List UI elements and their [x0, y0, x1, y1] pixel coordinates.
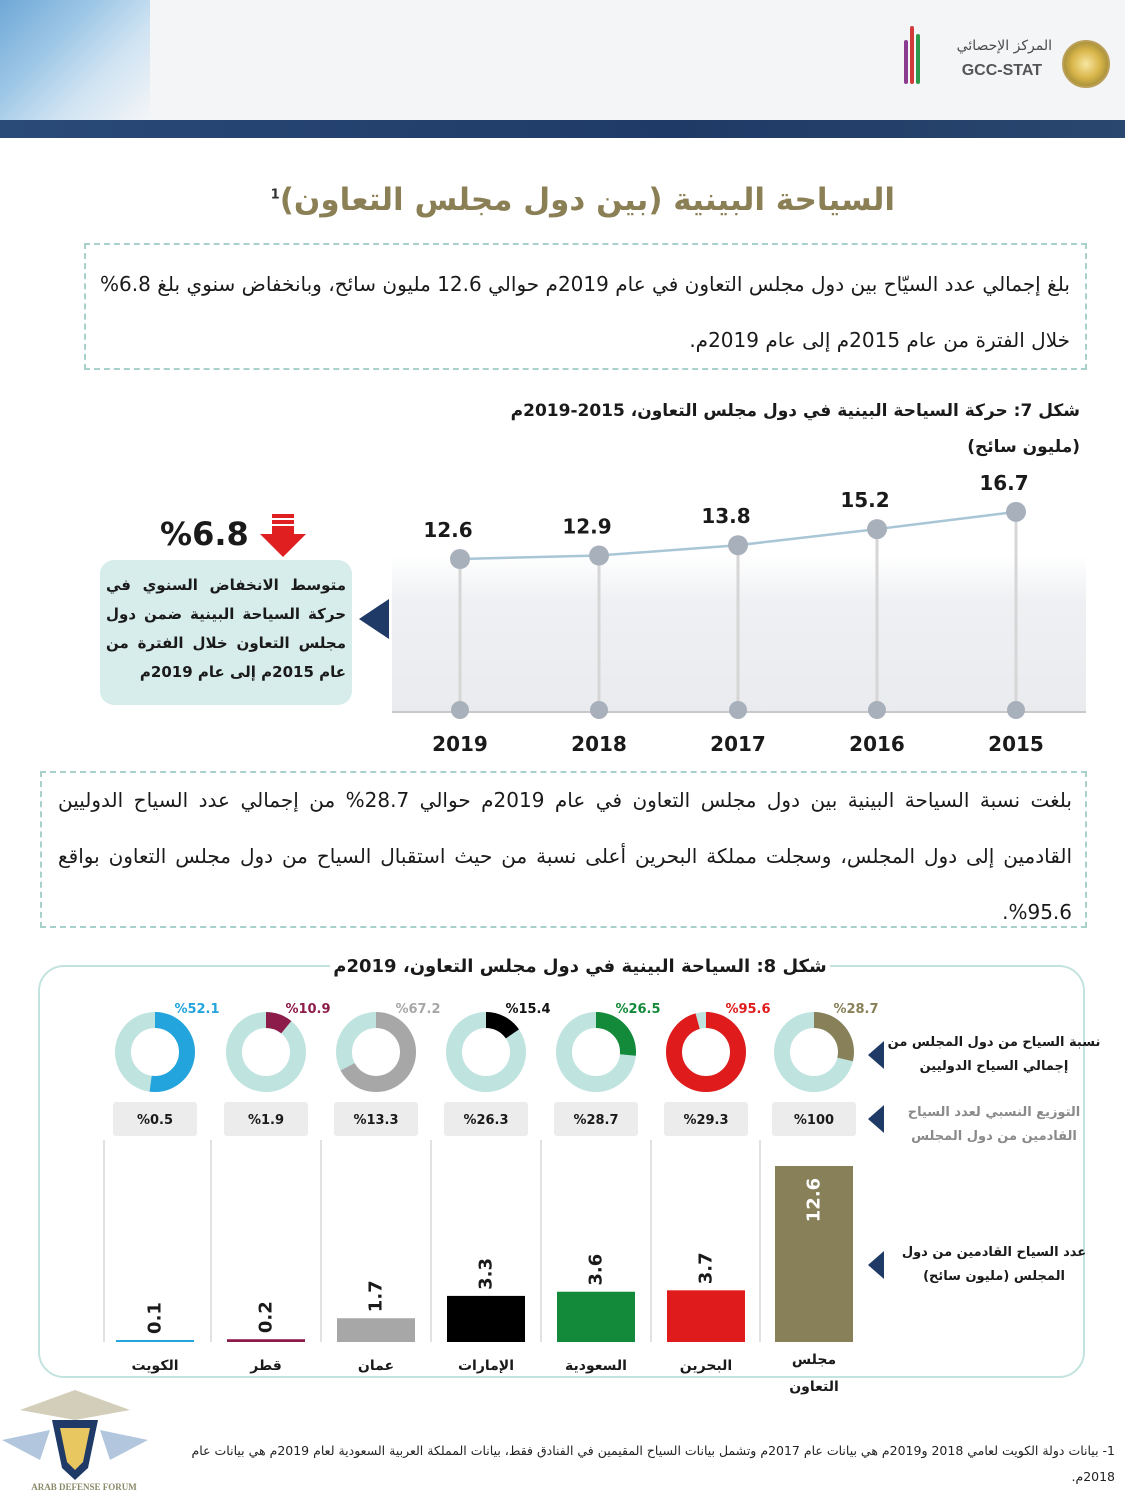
row-label-count: عدد السياح القادمين من دول المجلس (مليون سائح): [901, 1245, 1087, 1284]
figure7-data-label: 13.8: [701, 504, 751, 529]
figure8-value-label: 12.6: [803, 1177, 825, 1223]
figure8-share-label: %52.1: [174, 1002, 220, 1017]
figure8-bar: [447, 1296, 525, 1342]
figure8-bar: [227, 1339, 305, 1342]
figure8-category-label: عمان: [357, 1358, 395, 1374]
figure7-x-tick: 2015: [988, 732, 1044, 756]
figure8-bar: [337, 1318, 415, 1342]
middle-text: بلغت نسبة السياحة البينية بين دول مجلس التعاون في عام 2019م حوالي 28.7% من إجمالي عدد السياح الدوليين القادمين إلى دول المجلس، وسجلت مملكة البحرين أعلى نسبة من حيث استقبال السياح من دول مجلس التعاون بواقع 95.6%.: [58, 788, 1072, 924]
footnote: 1- بيانات دولة الكويت لعامي 2018 و2019م هي بيانات عام 2017م وتشمل بيانات السياح المقيمين في الفنادق فقط، بيانات المملكة العربية السعودية لعام 2019م هي بيانات عام 2018م.: [191, 1443, 1115, 1484]
footnote-mark: 1: [270, 187, 280, 203]
figure7-x-tick: 2016: [849, 732, 905, 756]
figure8-donut-track: [234, 1020, 298, 1084]
figure7-x-tick: 2019: [432, 732, 488, 756]
figure8-distribution-label: %26.3: [463, 1113, 509, 1128]
figure8-category-label: التعاون: [789, 1379, 839, 1395]
figure8-distribution-label: %28.7: [573, 1113, 619, 1128]
row-label-distribution: التوزيع النسبي لعدد السياح القادمين من دول المجلس: [907, 1105, 1081, 1144]
figure7-x-tick: 2017: [710, 732, 766, 756]
figure8-category-label: السعودية: [565, 1358, 627, 1374]
figure7-x-tick: 2018: [571, 732, 627, 756]
forum-watermark-text: ARAB DEFENSE FORUM: [31, 1482, 137, 1492]
figure8-donut-segment: [674, 1020, 738, 1084]
figure8-distribution-label: %1.9: [247, 1113, 285, 1128]
figure8-share-label: %95.6: [725, 1002, 771, 1017]
figure8-category-label: مجلس: [791, 1352, 837, 1368]
logo-arabic-text: المركز الإحصائي: [956, 38, 1052, 54]
figure8-value-label: 3.7: [695, 1252, 717, 1285]
average-decline-value: %6.8: [160, 515, 249, 553]
figure8-category-label: الكويت: [131, 1358, 179, 1374]
row-pointer-icon: [868, 1105, 884, 1133]
figure8-distribution-label: %0.5: [136, 1113, 174, 1128]
row-pointer-icon: [868, 1251, 884, 1279]
figure8-value-label: 0.2: [255, 1301, 277, 1334]
figure8-distribution-label: %100: [793, 1113, 835, 1128]
row-pointer-icon: [868, 1041, 884, 1069]
figure8-value-label: 3.6: [585, 1253, 607, 1286]
figure8-bar: [667, 1290, 745, 1342]
figure8-title: شكل 8: السياحة البينية في دول مجلس التعاون، 2019م: [330, 950, 830, 984]
figure8-category-label: قطر: [250, 1358, 282, 1374]
figure8-category-label: البحرين: [679, 1358, 733, 1374]
logo-latin-text: GCC-STAT: [961, 62, 1042, 79]
figure7-data-label: 12.6: [423, 518, 473, 542]
figure7-data-label: 12.9: [562, 514, 612, 539]
figure7-title-text: شكل 7: حركة السياحة البينية في دول مجلس التعاون، 2015-2019م: [510, 401, 1080, 421]
row-label-share: نسبة السياح من دول المجلس من إجمالي السياح الدوليين: [887, 1035, 1101, 1074]
figure7-data-label: 16.7: [979, 470, 1029, 495]
figure8-bar: [557, 1292, 635, 1342]
figure8-distribution-label: %13.3: [353, 1113, 399, 1128]
intro-text: بلغ إجمالي عدد السيّاح بين دول مجلس التعاون في عام 2019م حوالي 12.6 مليون سائح، وبانخفاض سنوي بلغ 6.8% خلال الفترة من عام 2015م إلى عام 2019م.: [100, 272, 1070, 352]
figure8-share-label: %15.4: [505, 1002, 551, 1017]
figure8-share-label: %10.9: [285, 1002, 331, 1017]
figure8-category-label: الإمارات: [457, 1358, 515, 1374]
figure8-value-label: 1.7: [365, 1280, 387, 1313]
figure7-data-label: 15.2: [840, 488, 890, 513]
figure8-share-label: %67.2: [395, 1002, 441, 1017]
figure7-unit: (مليون سائح): [967, 437, 1080, 457]
figure8-value-label: 3.3: [475, 1257, 497, 1290]
figure8-distribution-label: %29.3: [683, 1113, 729, 1128]
average-decline-text: متوسط الانخفاض السنوي في حركة السياحة البينية ضمن دول مجلس التعاون خلال الفترة من عام 2015م إلى عام 2019م: [106, 576, 346, 681]
figure8-share-label: %26.5: [615, 1002, 661, 1017]
figure8-value-label: 0.1: [144, 1302, 166, 1334]
figure8-share-label: %28.7: [833, 1002, 879, 1017]
page-title-text: السياحة البينية (بين دول مجلس التعاون): [279, 182, 895, 218]
figure8-bar: [116, 1340, 194, 1342]
